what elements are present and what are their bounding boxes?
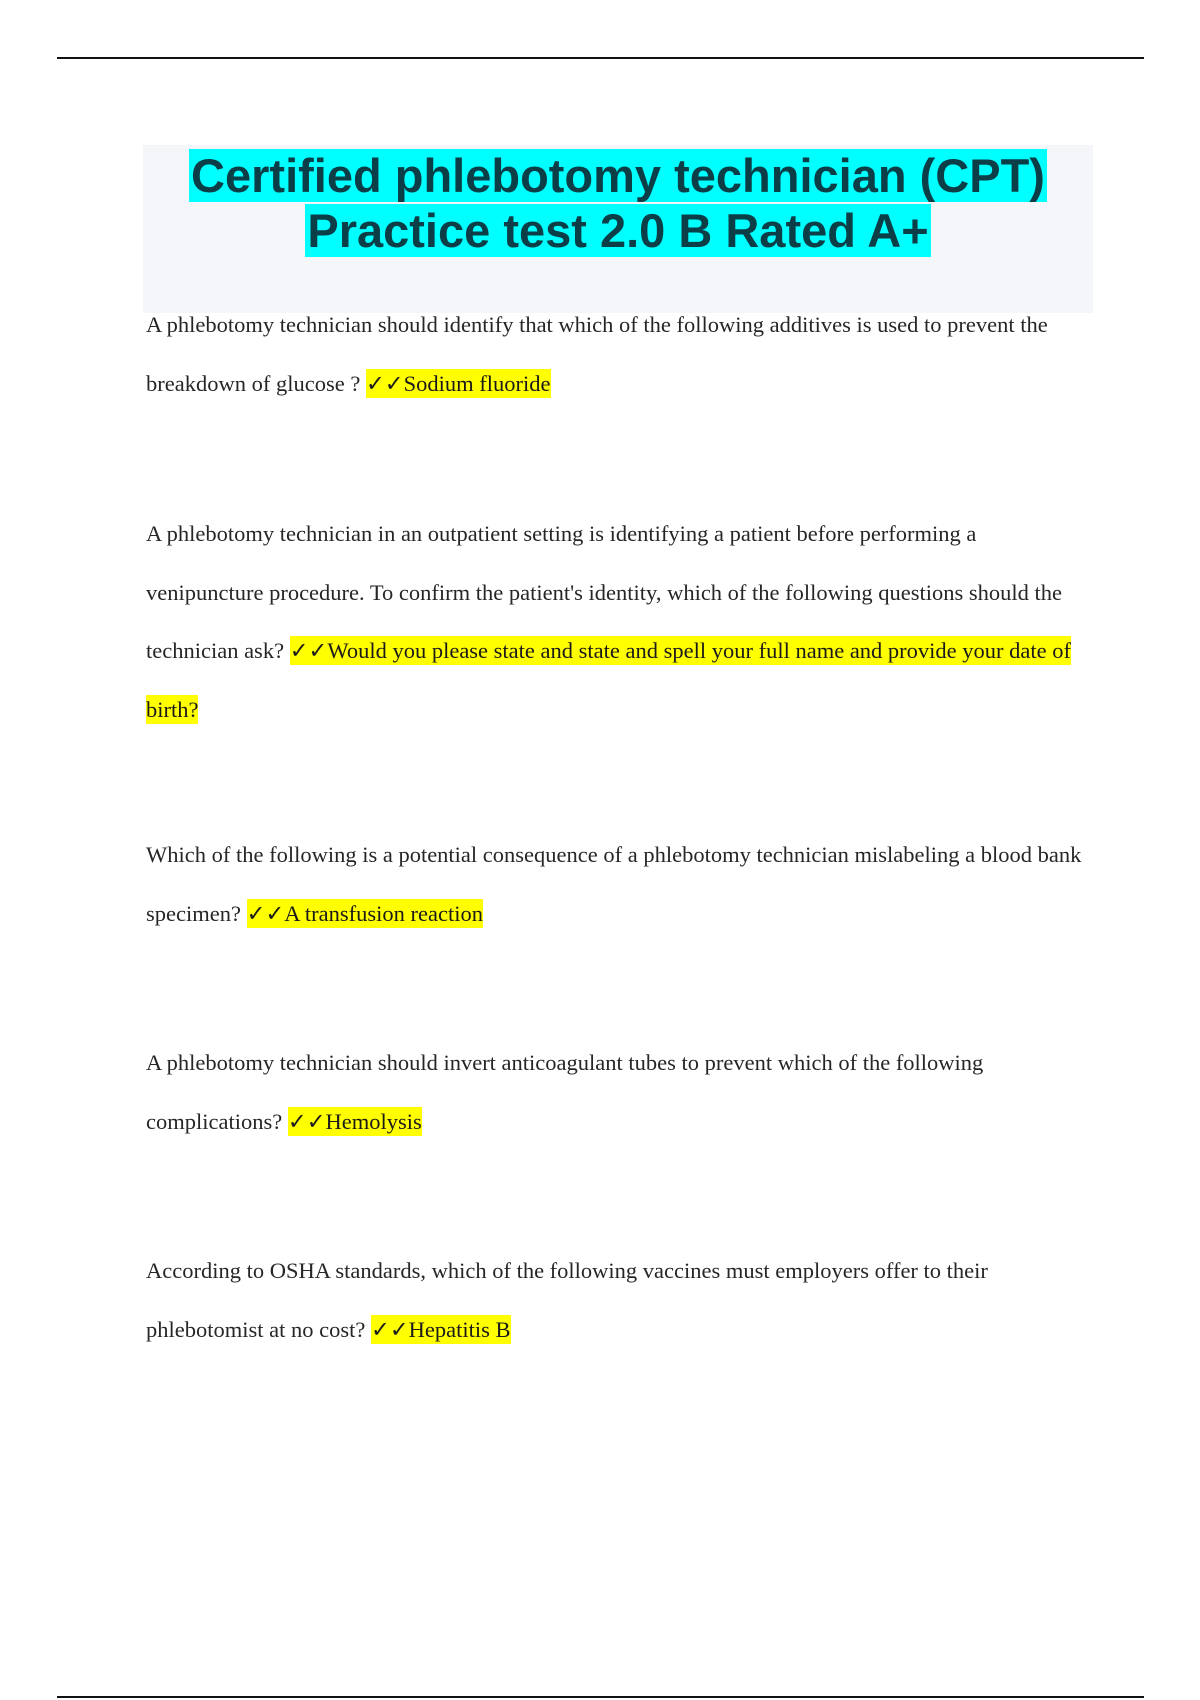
qa-item-1 [146,296,1096,413]
answer-highlight-4: ✓✓Hemolysis [287,1108,422,1134]
top-rule [57,57,1144,59]
qa-item-3 [146,826,1096,943]
answer-highlight-2: ✓✓Would you please state and state and spell your full name and provide your date of birth? [146,638,1071,722]
qa-item-2 [146,505,1096,739]
question-text-3: Which of the following is a potential consequence of a phlebotomy technician mislabeling a blood bank specimen? [146,842,1082,926]
answer-highlight-1: ✓✓Sodium fluoride [365,370,551,396]
title-block [143,145,1093,313]
qa-item-5 [146,1242,1096,1359]
bottom-rule [57,1696,1144,1698]
question-text-5: According to OSHA standards, which of the following vaccines must employers offer to their phlebotomist at no cost? [146,1258,988,1342]
question-text-1: A phlebotomy technician should identify that which of the following additives is used to prevent the breakdown of glucose ? [146,312,1048,396]
title-line-2: Practice test 2.0 B Rated A+ [307,204,929,257]
document-title [143,145,1093,258]
title-line-1: Certified phlebotomy technician (CPT) [191,149,1045,202]
answer-highlight-3: ✓✓A transfusion reaction [246,900,483,926]
question-text-4: A phlebotomy technician should invert anticoagulant tubes to prevent which of the following complications? [146,1050,984,1134]
question-text-2: A phlebotomy technician in an outpatient setting is identifying a patient before performing a venipuncture procedure. To confirm the patient's identity, which of the following questions should the technician ask? [146,521,1063,663]
answer-highlight-5: ✓✓Hepatitis B [370,1316,511,1342]
qa-item-4 [146,1034,1096,1151]
